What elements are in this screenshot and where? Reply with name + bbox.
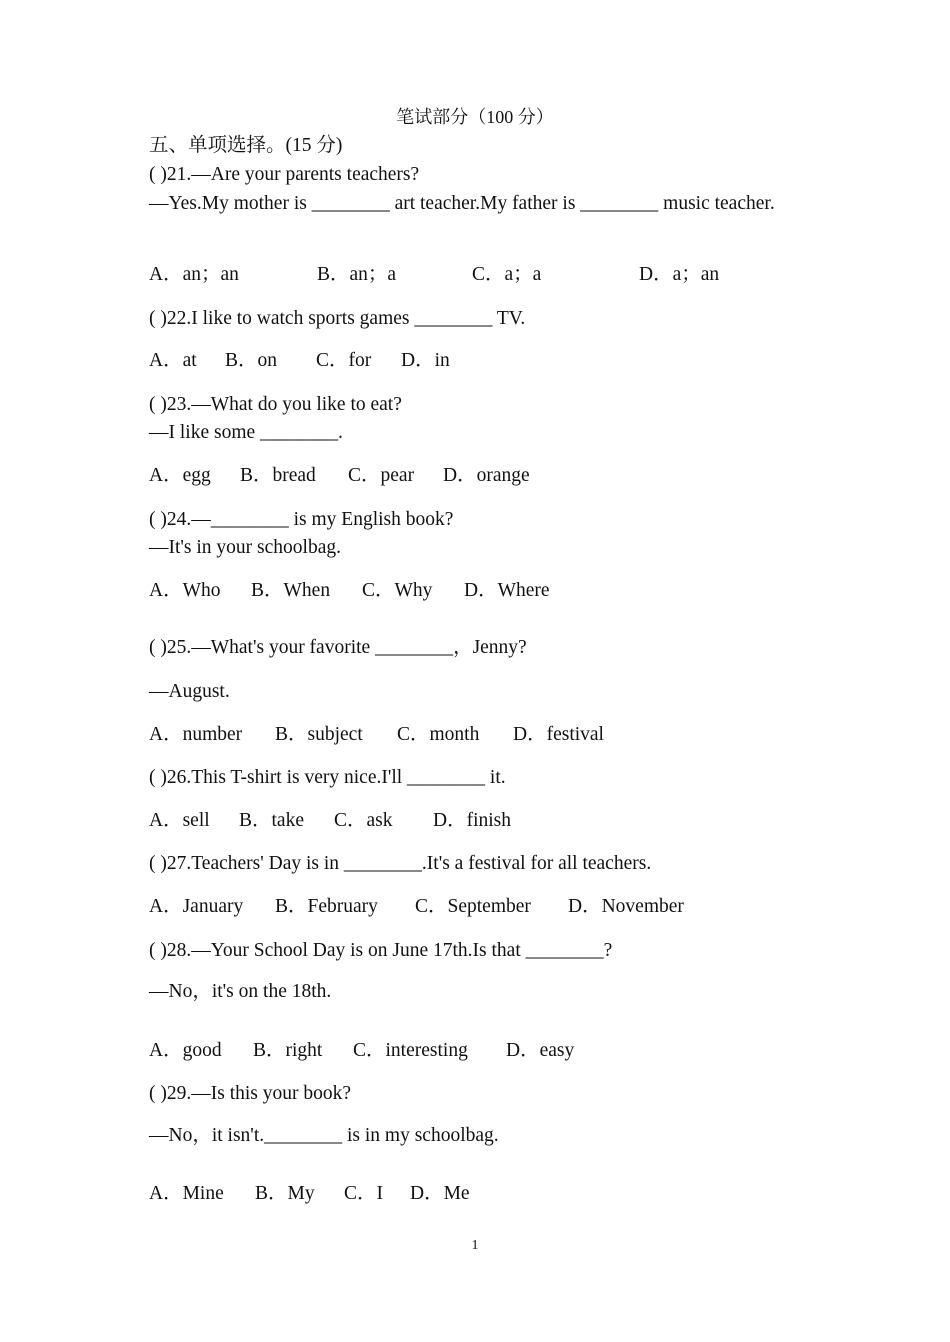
option-a: A．an；an [149, 264, 239, 285]
option-c: C．a；a [472, 264, 542, 285]
option-c: C．I [344, 1183, 384, 1204]
option-d: D．in [401, 350, 450, 371]
question-22-options [149, 349, 450, 373]
question-24-reply: —It's in your schoolbag. [149, 537, 341, 558]
option-d: D．a；an [639, 264, 720, 285]
option-c: C．month [397, 724, 480, 745]
question-28-options [149, 1039, 574, 1063]
option-b: B．bread [240, 465, 316, 486]
option-c: C．Why [362, 580, 433, 601]
option-a: A．sell [149, 810, 210, 831]
option-c: C．pear [348, 465, 415, 486]
question-21-options [149, 263, 719, 287]
question-28-reply: —No，it's on the 18th. [149, 981, 332, 1002]
question-23-reply: —I like some ________. [149, 422, 343, 443]
option-b: B．on [225, 350, 278, 371]
question-29-options [149, 1182, 470, 1206]
question-27-stem: ( )27.Teachers' Day is in ________.It's a festival for all teachers. [149, 853, 652, 874]
question-29-stem: ( )29.—Is this your book? [149, 1083, 352, 1104]
question-25-options [149, 723, 604, 747]
option-d: D．November [568, 896, 684, 917]
option-d: D．Where [464, 580, 550, 601]
question-29-reply: —No，it isn't.________ is in my schoolbag. [149, 1125, 499, 1146]
question-23-options [149, 464, 530, 488]
option-b: B．an；a [317, 264, 397, 285]
page-number: 1 [471, 1238, 479, 1253]
question-25-reply: —August. [149, 681, 230, 702]
option-d: D．finish [433, 810, 512, 831]
question-28-stem: ( )28.—Your School Day is on June 17th.Is that ________? [149, 940, 613, 961]
question-25-stem: ( )25.—What's your favorite ________，Jenny? [149, 637, 527, 658]
option-b: B．take [239, 810, 304, 831]
section-heading: 五、单项选择。(15 分) [149, 135, 343, 156]
option-a: A．Mine [149, 1183, 224, 1204]
option-d: D．Me [410, 1183, 470, 1204]
page-title: 笔试部分（100 分） [396, 107, 554, 127]
question-21-stem: ( )21.—Are your parents teachers? [149, 164, 420, 185]
option-b: B．subject [275, 724, 363, 745]
option-d: D．orange [443, 465, 530, 486]
option-a: A．at [149, 350, 197, 371]
option-a: A．January [149, 896, 244, 917]
option-a: A．egg [149, 465, 211, 486]
option-a: A．Who [149, 580, 221, 601]
option-c: C．September [415, 896, 531, 917]
option-c: C．ask [334, 810, 393, 831]
question-22-stem: ( )22.I like to watch sports games ________ TV. [149, 308, 526, 329]
option-a: A．number [149, 724, 243, 745]
question-24-stem: ( )24.—________ is my English book? [149, 509, 454, 530]
question-27-options [149, 895, 684, 919]
option-d: D．festival [513, 724, 604, 745]
option-c: C．interesting [353, 1040, 468, 1061]
question-24-options [149, 579, 550, 603]
question-26-stem: ( )26.This T-shirt is very nice.I'll ________ it. [149, 767, 506, 788]
option-a: A．good [149, 1040, 222, 1061]
question-26-options [149, 809, 511, 833]
option-b: B．right [253, 1040, 323, 1061]
option-b: B．When [251, 580, 331, 601]
question-21-reply: —Yes.My mother is ________ art teacher.My father is ________ music teacher. [149, 193, 775, 214]
option-b: B．February [275, 896, 378, 917]
option-d: D．easy [506, 1040, 575, 1061]
option-b: B．My [255, 1183, 315, 1204]
question-23-stem: ( )23.—What do you like to eat? [149, 394, 402, 415]
option-c: C．for [316, 350, 372, 371]
